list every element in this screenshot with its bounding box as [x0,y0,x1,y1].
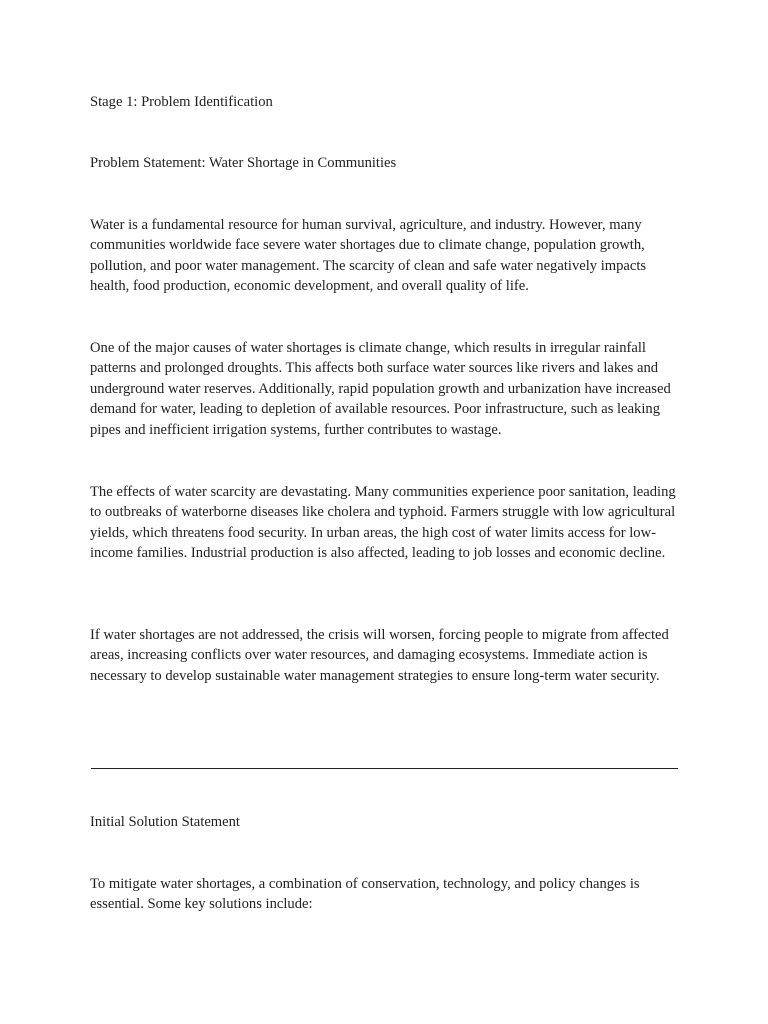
paragraph-consequences: If water shortages are not addressed, the crisis will worsen, forcing people to migrate from affected areas, increasing conflicts over water resources, and damaging ecosystems. Immediate action is necessary to develop sustainable water management strategies to ensure long-term water security. [90,627,669,684]
paragraph-effects: The effects of water scarcity are devastating. Many communities experience poor sanitation, leading to outbreaks of waterborne diseases like cholera and typhoid. Farmers struggle with low agricultural yields, which threatens food security. In urban areas, the high cost of water limits access for low-income families. Industrial production is also affected, leading to job losses and economic decline. [90,484,676,562]
problem-statement: Problem Statement: Water Shortage in Communities [90,155,397,171]
horizontal-divider [91,768,678,769]
paragraph-causes: One of the major causes of water shortages is climate change, which results in irregular rainfall patterns and prolonged droughts. This affects both surface water sources like rivers and lakes and underground water reserves. Additionally, rapid population growth and urbanization have increased demand for water, leading to depletion of available resources. Poor infrastructure, such as leaking pipes and inefficient irrigation systems, further contributes to wastage. [90,340,671,438]
solution-intro: To mitigate water shortages, a combination of conservation, technology, and policy changes is essential. Some key solutions include: [90,876,640,913]
paragraph-importance: Water is a fundamental resource for human survival, agriculture, and industry. However, many communities worldwide face severe water shortages due to climate change, population growth, pollution, and poor water management. The scarcity of clean and safe water negatively impacts health, food production, economic development, and overall quality of life. [90,217,647,295]
stage-heading: Stage 1: Problem Identification [90,94,273,110]
solution-heading: Initial Solution Statement [90,814,240,830]
